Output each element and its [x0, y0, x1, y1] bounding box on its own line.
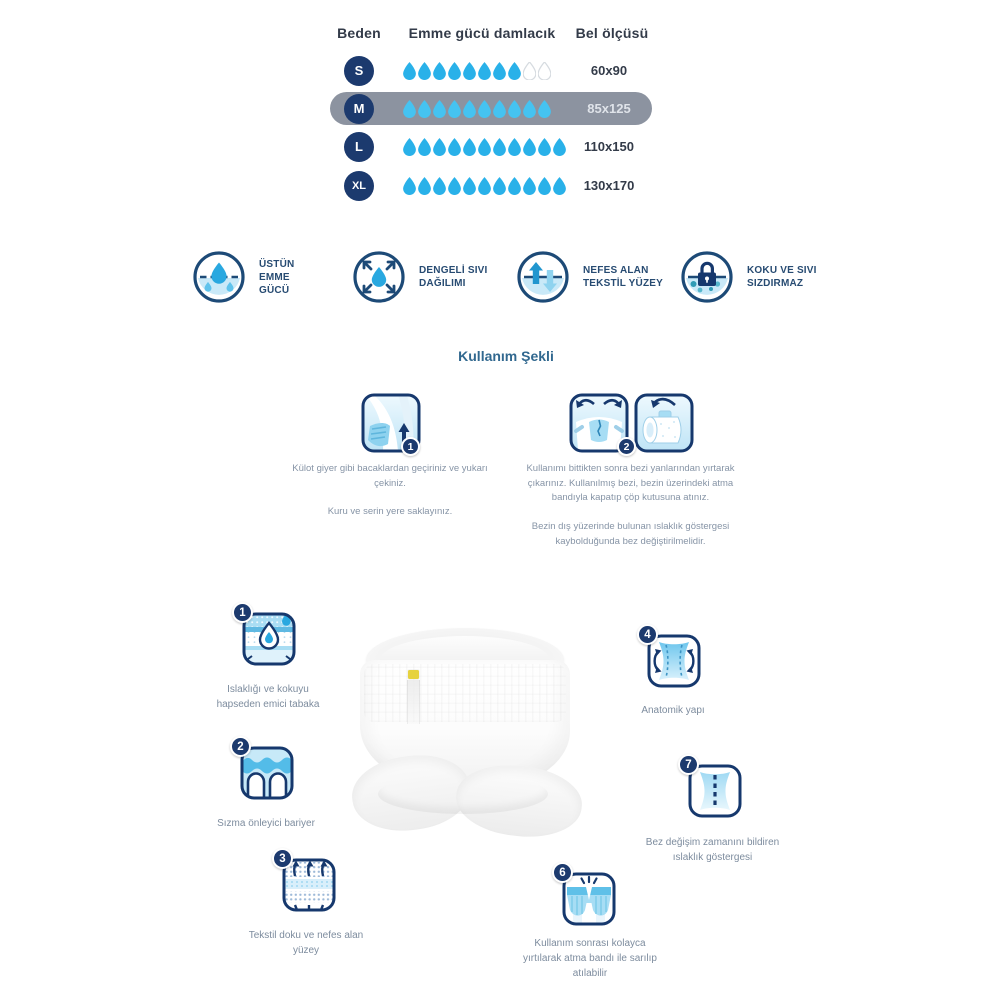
callout-number-badge: 7	[678, 754, 699, 775]
droplet-filled-icon	[508, 138, 521, 156]
callout-label: Bez değişim zamanını bildiren ıslaklık göstergesi	[645, 837, 780, 863]
droplet-filled-icon	[403, 100, 416, 118]
callout-number-badge: 3	[272, 848, 293, 869]
droplet-filled-icon	[508, 177, 521, 195]
wetness-indicator-strip	[407, 680, 420, 724]
feature-liquid-distribution	[352, 250, 503, 304]
droplet-filled-icon	[418, 62, 431, 80]
instruction-paragraph: Kullanımı bittikten sonra bezi yanlarından yırtarak çıkarınız. Kullanılmış bezi, bezin üzerindeki atma bandıyla kapatıp çöp kutusuna atınız.	[526, 463, 735, 504]
size-row-m	[330, 92, 652, 125]
droplet-filled-icon	[493, 138, 506, 156]
droplet-filled-icon	[403, 62, 416, 80]
droplet-filled-icon	[433, 62, 446, 80]
droplet-filled-icon	[508, 62, 521, 80]
feature-label: NEFES ALAN TEKSTİL YÜZEY	[583, 265, 664, 289]
callout-number-badge: 1	[232, 602, 253, 623]
absorbency-drops-row	[403, 100, 551, 118]
feature-label: ÜSTÜN EMME GÜCÜ	[259, 258, 295, 296]
diaper-crinkle-shadow	[378, 774, 548, 814]
droplet-filled-icon	[553, 177, 566, 195]
droplet-filled-icon	[448, 100, 461, 118]
droplet-empty-icon	[523, 62, 536, 80]
breathable-textile-icon	[516, 250, 570, 304]
droplet-filled-icon	[433, 177, 446, 195]
absorbency-column-header: Emme gücü damlacık	[408, 25, 556, 41]
callout-label: Tekstil doku ve nefes alan yüzey	[248, 930, 364, 956]
droplet-filled-icon	[463, 100, 476, 118]
droplet-filled-icon	[433, 138, 446, 156]
size-row-l	[330, 130, 652, 163]
droplet-filled-icon	[493, 100, 506, 118]
absorbency-drops-row	[403, 62, 551, 80]
step2-roll-illustration	[633, 392, 695, 454]
size-row-xl	[330, 169, 652, 202]
callout-number-badge: 6	[552, 862, 573, 883]
waist-size-value: 85x125	[587, 101, 631, 116]
droplet-filled-icon	[418, 177, 431, 195]
droplet-filled-icon	[463, 62, 476, 80]
feature-label: DENGELİ SIVI DAĞILIMI	[419, 265, 488, 289]
droplet-filled-icon	[553, 138, 566, 156]
droplet-filled-icon	[538, 100, 551, 118]
diaper-texture	[364, 664, 566, 722]
droplet-filled-icon	[463, 177, 476, 195]
droplet-filled-icon	[403, 138, 416, 156]
callout-number-badge: 4	[637, 624, 658, 645]
rolled-diaper-icon	[633, 392, 695, 454]
droplet-filled-icon	[538, 138, 551, 156]
droplet-filled-icon	[493, 62, 506, 80]
instruction-paragraph: Külot giyer gibi bacaklardan geçiriniz ve yukarı çekiniz.	[292, 463, 488, 489]
droplet-filled-icon	[418, 100, 431, 118]
odor-liquid-lock-icon	[680, 250, 734, 304]
droplet-filled-icon	[448, 138, 461, 156]
step2-instructions	[523, 462, 738, 550]
instruction-paragraph: Bezin dış yüzerinde bulunan ıslaklık göstergesi kaybolduğunda bez değiştirilmelidir.	[531, 521, 730, 547]
liquid-distribution-icon	[352, 250, 406, 304]
absorbency-drops-row	[403, 177, 566, 195]
callout-number-badge: 2	[230, 736, 251, 757]
droplet-filled-icon	[523, 100, 536, 118]
waist-size-value: 60x90	[590, 63, 628, 78]
wetness-indicator-tab	[408, 670, 419, 679]
instruction-paragraph: Kuru ve serin yere saklayınız.	[327, 506, 453, 518]
feature-breathable	[516, 250, 673, 304]
usage-section-title: Kullanım Şekli	[458, 348, 554, 364]
droplet-filled-icon	[508, 100, 521, 118]
droplet-filled-icon	[418, 138, 431, 156]
droplet-filled-icon	[448, 177, 461, 195]
size-badge-s: S	[344, 56, 374, 86]
droplet-filled-icon	[478, 177, 491, 195]
callout-label: Islaklığı ve kokuyu hapseden emici tabaka	[216, 684, 320, 710]
step1-instructions	[290, 462, 490, 520]
size-badge-l: L	[344, 132, 374, 162]
callout-label: Sızma önleyici bariyer	[217, 818, 315, 829]
droplet-filled-icon	[478, 138, 491, 156]
droplet-empty-icon	[538, 62, 551, 80]
droplet-filled-icon	[538, 177, 551, 195]
feature-label: KOKU VE SIVI SIZDIRMAZ	[747, 265, 817, 289]
step-number-badge: 1	[401, 437, 420, 456]
absorption-power-icon	[192, 250, 246, 304]
droplet-filled-icon	[433, 100, 446, 118]
droplet-filled-icon	[478, 100, 491, 118]
step-number-badge: 2	[617, 437, 636, 456]
feature-absorption	[192, 250, 317, 304]
waist-size-value: 130x170	[583, 178, 635, 193]
droplet-filled-icon	[448, 62, 461, 80]
droplet-filled-icon	[478, 62, 491, 80]
droplet-filled-icon	[493, 177, 506, 195]
size-column-header: Beden	[337, 25, 381, 41]
size-badge-xl: XL	[344, 171, 374, 201]
droplet-filled-icon	[523, 177, 536, 195]
waist-size-value: 110x150	[584, 139, 634, 154]
callout-label: Kullanım sonrası kolayca yırtılarak atma bandı ile sarılıp atılabilir	[523, 938, 657, 979]
size-row-s	[330, 54, 652, 87]
droplet-filled-icon	[403, 177, 416, 195]
callout-label: Anatomik yapı	[641, 705, 705, 716]
droplet-filled-icon	[523, 138, 536, 156]
droplet-filled-icon	[463, 138, 476, 156]
feature-leakproof	[680, 250, 829, 304]
waist-column-header: Bel ölçüsü	[575, 25, 649, 41]
product-photo	[352, 624, 582, 839]
size-badge-m: M	[344, 94, 374, 124]
absorbency-drops-row	[403, 138, 566, 156]
